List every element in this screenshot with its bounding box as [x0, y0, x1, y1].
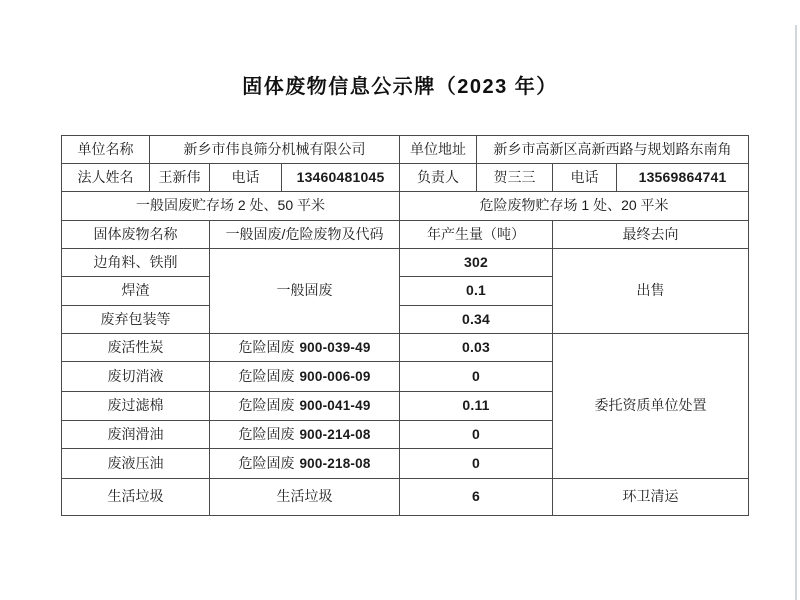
- waste-name-cell: 废润滑油: [62, 421, 210, 449]
- waste-name-cell: 焊渣: [62, 277, 210, 306]
- manager-label: 负责人: [400, 164, 477, 192]
- waste-code-type: 危险固废: [238, 454, 295, 471]
- waste-code-type: 危险固废: [238, 397, 295, 414]
- waste-amount-cell: 0: [400, 421, 553, 449]
- waste-amount-cell: 0.11: [400, 392, 553, 421]
- waste-name-cell: 废液压油: [62, 449, 210, 479]
- table-row: [62, 479, 749, 516]
- waste-amount-cell: 0: [400, 362, 553, 392]
- phone1-label: 电话: [210, 164, 282, 192]
- waste-code-cell: [210, 362, 400, 392]
- phone2-label: 电话: [553, 164, 617, 192]
- waste-code-cell: 一般固废: [210, 249, 400, 334]
- unit-address-label: 单位地址: [400, 136, 477, 164]
- waste-amount-cell: 302: [400, 249, 553, 277]
- waste-code-number: 900-218-08: [299, 455, 371, 471]
- waste-name-cell: 废切消液: [62, 362, 210, 392]
- table-row: [62, 334, 749, 362]
- waste-amount-cell: 0.03: [400, 334, 553, 362]
- waste-name-cell: 废活性炭: [62, 334, 210, 362]
- waste-destination-cell: 出售: [553, 249, 749, 334]
- header-final-destination: 最终去向: [553, 221, 749, 249]
- waste-info-table: [61, 135, 749, 516]
- table-row: [62, 164, 749, 192]
- waste-name-cell: 废弃包装等: [62, 306, 210, 334]
- header-waste-name: 固体废物名称: [62, 221, 210, 249]
- waste-code-type: 危险固废: [238, 425, 295, 442]
- table-row: [62, 249, 749, 277]
- general-storage-info: 一般固废贮存场 2 处、50 平米: [62, 192, 400, 221]
- waste-code-number: 900-214-08: [299, 426, 371, 442]
- table-row: [62, 136, 749, 164]
- phone1-value: 13460481045: [282, 164, 400, 192]
- waste-code-number: 900-041-49: [299, 398, 371, 414]
- page-edge-divider: [795, 25, 797, 600]
- waste-amount-cell: 6: [400, 479, 553, 516]
- waste-code-cell: [210, 421, 400, 449]
- waste-name-cell: 边角料、铁削: [62, 249, 210, 277]
- waste-code-cell: [210, 392, 400, 421]
- waste-name-cell: 生活垃圾: [62, 479, 210, 516]
- waste-code-cell: [210, 334, 400, 362]
- unit-name-value: 新乡市伟良筛分机械有限公司: [150, 136, 400, 164]
- legal-person-label: 法人姓名: [62, 164, 150, 192]
- header-waste-code: 一般固废/危险废物及代码: [210, 221, 400, 249]
- table-row: [62, 192, 749, 221]
- waste-amount-cell: 0: [400, 449, 553, 479]
- waste-amount-cell: 0.34: [400, 306, 553, 334]
- waste-destination-cell: 委托资质单位处置: [553, 334, 749, 479]
- waste-code-cell: 生活垃圾: [210, 479, 400, 516]
- header-annual-amount: 年产生量（吨）: [400, 221, 553, 249]
- hazardous-storage-info: 危险废物贮存场 1 处、20 平米: [400, 192, 749, 221]
- waste-name-cell: 废过滤棉: [62, 392, 210, 421]
- unit-name-label: 单位名称: [62, 136, 150, 164]
- waste-code-cell: [210, 449, 400, 479]
- waste-code-type: 危险固废: [238, 367, 295, 384]
- page-title: 固体废物信息公示牌（2023 年）: [242, 76, 558, 98]
- phone2-value: 13569864741: [617, 164, 749, 192]
- waste-destination-cell: 环卫清运: [553, 479, 749, 516]
- unit-address-value: 新乡市高新区高新西路与规划路东南角: [477, 136, 749, 164]
- legal-person-value: 王新伟: [150, 164, 210, 192]
- waste-code-type: 危险固废: [238, 338, 295, 355]
- waste-code-number: 900-006-09: [299, 368, 371, 384]
- waste-code-number: 900-039-49: [299, 339, 371, 355]
- waste-amount-cell: 0.1: [400, 277, 553, 306]
- table-header-row: [62, 221, 749, 249]
- manager-value: 贺三三: [477, 164, 553, 192]
